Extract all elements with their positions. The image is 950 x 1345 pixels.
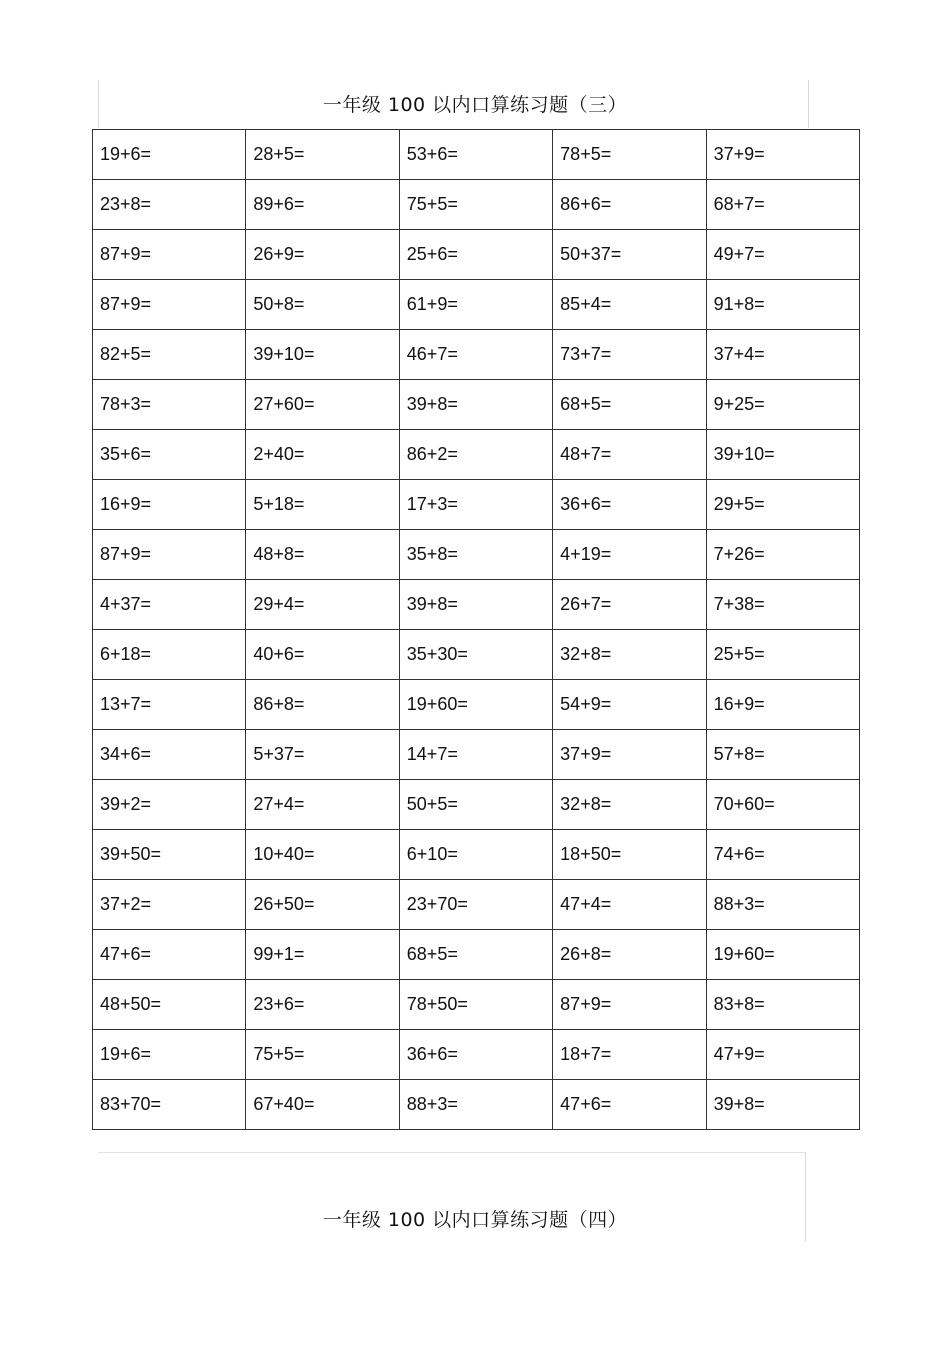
problem-row xyxy=(93,580,860,630)
problem-cell: 47+6= xyxy=(553,1080,706,1130)
problem-cell: 87+9= xyxy=(93,280,246,330)
problem-row xyxy=(93,380,860,430)
problem-cell: 39+50= xyxy=(93,830,246,880)
problem-cell: 37+4= xyxy=(706,330,859,380)
problem-cell: 68+5= xyxy=(553,380,706,430)
problem-cell: 75+5= xyxy=(246,1030,399,1080)
problem-cell: 16+9= xyxy=(706,680,859,730)
problem-cell: 75+5= xyxy=(399,180,552,230)
problem-row xyxy=(93,1080,860,1130)
problem-cell: 29+5= xyxy=(706,480,859,530)
problem-cell: 25+6= xyxy=(399,230,552,280)
problem-cell: 83+70= xyxy=(93,1080,246,1130)
problem-cell: 67+40= xyxy=(246,1080,399,1130)
problem-cell: 88+3= xyxy=(399,1080,552,1130)
problem-row xyxy=(93,280,860,330)
problem-row xyxy=(93,780,860,830)
problem-cell: 19+6= xyxy=(93,130,246,180)
next-worksheet-title: 一年级 100 以内口算练习题（四） xyxy=(322,1209,628,1231)
problem-cell: 6+10= xyxy=(399,830,552,880)
problem-cell: 5+37= xyxy=(246,730,399,780)
problem-cell: 87+9= xyxy=(553,980,706,1030)
problem-cell: 39+8= xyxy=(706,1080,859,1130)
problem-cell: 57+8= xyxy=(706,730,859,780)
problem-cell: 25+5= xyxy=(706,630,859,680)
problem-cell: 49+7= xyxy=(706,230,859,280)
problem-cell: 26+7= xyxy=(553,580,706,630)
problem-cell: 37+9= xyxy=(553,730,706,780)
problem-cell: 2+40= xyxy=(246,430,399,480)
problem-cell: 27+60= xyxy=(246,380,399,430)
problem-cell: 32+8= xyxy=(553,630,706,680)
problem-cell: 19+6= xyxy=(93,1030,246,1080)
problem-cell: 54+9= xyxy=(553,680,706,730)
problem-cell: 9+25= xyxy=(706,380,859,430)
problem-cell: 7+26= xyxy=(706,530,859,580)
problem-cell: 73+7= xyxy=(553,330,706,380)
problem-cell: 23+6= xyxy=(246,980,399,1030)
problem-cell: 87+9= xyxy=(93,530,246,580)
problem-cell: 74+6= xyxy=(706,830,859,880)
problem-cell: 32+8= xyxy=(553,780,706,830)
problem-cell: 37+9= xyxy=(706,130,859,180)
problem-cell: 16+9= xyxy=(93,480,246,530)
problem-cell: 34+6= xyxy=(93,730,246,780)
problem-cell: 47+6= xyxy=(93,930,246,980)
problem-cell: 19+60= xyxy=(706,930,859,980)
problem-cell: 83+8= xyxy=(706,980,859,1030)
problem-cell: 86+8= xyxy=(246,680,399,730)
problem-cell: 91+8= xyxy=(706,280,859,330)
problem-row xyxy=(93,630,860,680)
problem-row xyxy=(93,980,860,1030)
problem-cell: 88+3= xyxy=(706,880,859,930)
problem-cell: 68+7= xyxy=(706,180,859,230)
problem-cell: 61+9= xyxy=(399,280,552,330)
problem-cell: 28+5= xyxy=(246,130,399,180)
problem-cell: 39+10= xyxy=(246,330,399,380)
arithmetic-problem-grid xyxy=(92,129,860,1130)
problem-cell: 7+38= xyxy=(706,580,859,630)
problem-cell: 23+8= xyxy=(93,180,246,230)
problem-cell: 35+8= xyxy=(399,530,552,580)
problem-cell: 50+37= xyxy=(553,230,706,280)
problem-row xyxy=(93,480,860,530)
problem-cell: 48+7= xyxy=(553,430,706,480)
problem-cell: 18+50= xyxy=(553,830,706,880)
problem-row xyxy=(93,1030,860,1080)
problem-cell: 4+19= xyxy=(553,530,706,580)
problem-row xyxy=(93,730,860,780)
problem-cell: 86+2= xyxy=(399,430,552,480)
problem-cell: 99+1= xyxy=(246,930,399,980)
problem-cell: 35+30= xyxy=(399,630,552,680)
problem-cell: 17+3= xyxy=(399,480,552,530)
problem-cell: 36+6= xyxy=(553,480,706,530)
problem-cell: 47+9= xyxy=(706,1030,859,1080)
problem-row xyxy=(93,130,860,180)
problem-cell: 70+60= xyxy=(706,780,859,830)
problem-cell: 23+70= xyxy=(399,880,552,930)
worksheet-title: 一年级 100 以内口算练习题（三） xyxy=(322,94,628,116)
problem-row xyxy=(93,880,860,930)
problem-cell: 26+50= xyxy=(246,880,399,930)
problem-cell: 78+3= xyxy=(93,380,246,430)
problem-row xyxy=(93,180,860,230)
problem-cell: 78+50= xyxy=(399,980,552,1030)
problem-cell: 50+8= xyxy=(246,280,399,330)
problem-cell: 47+4= xyxy=(553,880,706,930)
problem-cell: 4+37= xyxy=(93,580,246,630)
problem-cell: 39+8= xyxy=(399,380,552,430)
problem-row xyxy=(93,530,860,580)
problem-cell: 14+7= xyxy=(399,730,552,780)
problem-row xyxy=(93,680,860,730)
problem-cell: 40+6= xyxy=(246,630,399,680)
problem-cell: 68+5= xyxy=(399,930,552,980)
problem-row xyxy=(93,930,860,980)
problem-cell: 18+7= xyxy=(553,1030,706,1080)
problem-cell: 39+10= xyxy=(706,430,859,480)
problem-cell: 46+7= xyxy=(399,330,552,380)
problem-cell: 27+4= xyxy=(246,780,399,830)
problem-cell: 39+8= xyxy=(399,580,552,630)
problem-cell: 86+6= xyxy=(553,180,706,230)
problem-cell: 26+9= xyxy=(246,230,399,280)
problem-cell: 5+18= xyxy=(246,480,399,530)
problem-cell: 48+8= xyxy=(246,530,399,580)
problem-row xyxy=(93,830,860,880)
problem-cell: 13+7= xyxy=(93,680,246,730)
problem-cell: 82+5= xyxy=(93,330,246,380)
problem-row xyxy=(93,430,860,480)
problem-grid-body xyxy=(93,130,860,1130)
problem-cell: 29+4= xyxy=(246,580,399,630)
problem-cell: 10+40= xyxy=(246,830,399,880)
problem-cell: 78+5= xyxy=(553,130,706,180)
problem-cell: 6+18= xyxy=(93,630,246,680)
problem-cell: 89+6= xyxy=(246,180,399,230)
problem-cell: 50+5= xyxy=(399,780,552,830)
problem-cell: 36+6= xyxy=(399,1030,552,1080)
problem-cell: 87+9= xyxy=(93,230,246,280)
problem-cell: 39+2= xyxy=(93,780,246,830)
problem-cell: 53+6= xyxy=(399,130,552,180)
problem-cell: 35+6= xyxy=(93,430,246,480)
problem-cell: 26+8= xyxy=(553,930,706,980)
problem-row xyxy=(93,230,860,280)
problem-cell: 48+50= xyxy=(93,980,246,1030)
problem-cell: 19+60= xyxy=(399,680,552,730)
problem-row xyxy=(93,330,860,380)
problem-cell: 37+2= xyxy=(93,880,246,930)
problem-cell: 85+4= xyxy=(553,280,706,330)
